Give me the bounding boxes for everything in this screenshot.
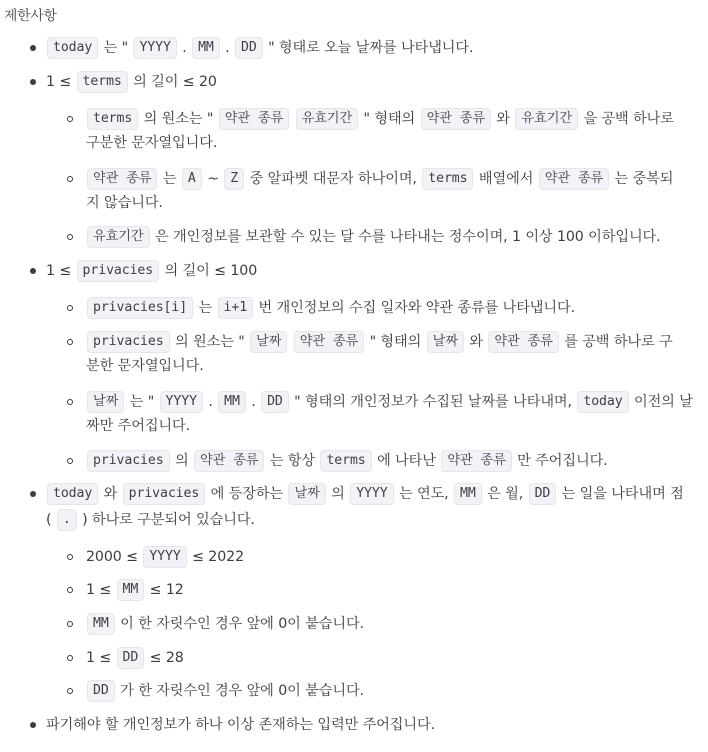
inline-code: terms xyxy=(422,168,473,190)
sub-bullet xyxy=(67,176,73,182)
sub-bullet xyxy=(67,339,73,345)
inline-code: MM xyxy=(192,37,220,59)
inline-code: today xyxy=(47,483,98,505)
list-item xyxy=(86,391,693,413)
inline-code: DD xyxy=(87,680,115,702)
bullet-dot xyxy=(30,45,36,51)
text: 는 일을 나타내며 점 xyxy=(557,486,684,502)
text: . xyxy=(246,394,261,410)
text: " 형태의 xyxy=(359,111,420,127)
list-item xyxy=(46,71,217,93)
text: " 형태의 개인정보가 수집된 날짜를 나타내며, xyxy=(289,394,577,410)
text: . xyxy=(220,40,234,56)
list-item xyxy=(86,546,244,568)
inline-code: 날짜 xyxy=(288,483,325,505)
list-item xyxy=(86,297,575,319)
sub-bullet xyxy=(67,621,73,627)
text: 이 한 자릿수인 경우 앞에 0이 붙습니다. xyxy=(115,616,364,632)
inline-code: A xyxy=(182,168,202,190)
inline-code: MM xyxy=(218,391,246,413)
inline-code: 약관 종류 xyxy=(219,108,289,130)
text: 는 연도, xyxy=(394,486,454,502)
inline-code: MM xyxy=(117,579,145,601)
inline-code: 유효기간 xyxy=(296,108,359,130)
inline-code: terms xyxy=(320,450,371,472)
text: 의 xyxy=(170,453,193,469)
list-item xyxy=(86,680,364,702)
list-item xyxy=(86,579,184,601)
list-item xyxy=(86,168,673,190)
text: 는 xyxy=(158,171,181,187)
inline-code: privacies xyxy=(77,260,160,282)
sub-bullet xyxy=(67,458,73,464)
inline-code: YYYY xyxy=(133,37,176,59)
text: ) 하나로 구분되어 있습니다. xyxy=(77,512,255,528)
list-item-continuation: 지 않습니다. xyxy=(86,195,163,211)
list-item-continuation: 구분한 문자열입니다. xyxy=(86,135,218,151)
inline-code: DD xyxy=(529,483,557,505)
text: 2000 ≤ xyxy=(86,549,143,565)
text: 이전의 날 xyxy=(629,394,693,410)
text: 와 xyxy=(99,486,122,502)
inline-code: privacies xyxy=(87,450,170,472)
inline-code: DD xyxy=(235,37,263,59)
inline-code: 약관 종류 xyxy=(294,331,364,353)
text: 에 등장하는 xyxy=(206,486,288,502)
sub-bullet xyxy=(67,116,73,122)
text: 는 중복되 xyxy=(610,171,674,187)
inline-code: privacies xyxy=(123,483,206,505)
text: 만 주어집니다. xyxy=(512,453,608,469)
text: 중 알파벳 대문자 하나이며, xyxy=(245,171,422,187)
text: " 형태로 오늘 날짜를 나타냅니다. xyxy=(263,40,474,56)
text: 는 항상 xyxy=(265,453,320,469)
text: 번 개인정보의 수집 일자와 약관 종류를 나타냅니다. xyxy=(254,300,576,316)
inline-code: YYYY xyxy=(160,391,203,413)
text: ( xyxy=(46,512,56,528)
inline-code: 약관 종류 xyxy=(421,108,491,130)
bullet-dot xyxy=(30,722,36,728)
list-item xyxy=(86,108,674,130)
inline-code: YYYY xyxy=(350,483,393,505)
list-item-continuation xyxy=(46,509,255,531)
text: . xyxy=(203,394,218,410)
list-item xyxy=(86,450,608,472)
inline-code: Z xyxy=(224,168,244,190)
list-item-continuation: 짜만 주어집니다. xyxy=(86,418,191,434)
text: 의 길이 ≤ 20 xyxy=(128,74,217,90)
bullet-dot xyxy=(30,268,36,274)
text: 의 원소는 " xyxy=(139,111,218,127)
bullet-dot xyxy=(30,79,36,85)
inline-code: MM xyxy=(454,483,482,505)
list-item xyxy=(86,226,661,248)
inline-code: 날짜 xyxy=(250,331,287,353)
inline-code: today xyxy=(47,37,98,59)
inline-code: YYYY xyxy=(143,546,186,568)
text: 을 공백 하나로 xyxy=(578,111,674,127)
text: ≤ 12 xyxy=(145,582,184,598)
text: 의 원소는 " xyxy=(170,334,250,350)
inline-code: 약관 종류 xyxy=(539,168,609,190)
list-item xyxy=(86,613,364,635)
inline-code: 약관 종류 xyxy=(194,450,264,472)
inline-code: MM xyxy=(87,613,115,635)
list-item xyxy=(46,483,684,505)
text: 를 공백 하나로 구 xyxy=(559,334,673,350)
text: 는 xyxy=(194,300,217,316)
list-item xyxy=(86,331,673,353)
sub-bullet xyxy=(67,305,73,311)
sub-bullet xyxy=(67,554,73,560)
sub-bullet xyxy=(67,234,73,240)
inline-code: terms xyxy=(77,71,128,93)
text: 는 " xyxy=(125,394,159,410)
text: 은 개인정보를 보관할 수 있는 달 수를 나타내는 정수이며, 1 이상 100 이하입니다. xyxy=(150,229,661,245)
text: 1 ≤ xyxy=(86,650,116,666)
inline-code: 유효기간 xyxy=(515,108,578,130)
text: . xyxy=(177,40,192,56)
text: " 형태의 xyxy=(365,334,426,350)
text: 배열에서 xyxy=(474,171,538,187)
text xyxy=(288,334,292,350)
inline-code: DD xyxy=(261,391,289,413)
inline-code: 약관 종류 xyxy=(488,331,558,353)
inline-code: . xyxy=(57,509,77,531)
text: 가 한 자릿수인 경우 앞에 0이 붙습니다. xyxy=(115,683,364,699)
bullet-dot xyxy=(30,491,36,497)
inline-code: 날짜 xyxy=(87,391,124,413)
text: 의 길이 ≤ 100 xyxy=(160,263,258,279)
inline-code: privacies xyxy=(87,331,170,353)
text: 와 xyxy=(491,111,515,127)
inline-code: i+1 xyxy=(218,297,254,319)
text: 에 나타난 xyxy=(372,453,441,469)
inline-code: 약관 종류 xyxy=(87,168,157,190)
inline-code: 날짜 xyxy=(427,331,464,353)
text: 1 ≤ xyxy=(46,263,76,279)
text: ≤ 28 xyxy=(145,650,184,666)
sub-bullet xyxy=(67,587,73,593)
text: ~ xyxy=(202,171,224,187)
text: 은 월, xyxy=(482,486,528,502)
inline-code: DD xyxy=(117,647,145,669)
text: 의 xyxy=(326,486,350,502)
inline-code: privacies[i] xyxy=(87,297,193,319)
list-item: 파기해야 할 개인정보가 하나 이상 존재하는 입력만 주어집니다. xyxy=(46,717,436,733)
text xyxy=(290,111,294,127)
text: 1 ≤ xyxy=(86,582,116,598)
list-item xyxy=(86,647,184,669)
list-item-continuation: 분한 문자열입니다. xyxy=(86,358,204,374)
inline-code: 약관 종류 xyxy=(441,450,511,472)
sub-bullet xyxy=(67,655,73,661)
sub-bullet xyxy=(67,688,73,694)
sub-bullet xyxy=(67,399,73,405)
text: ≤ 2022 xyxy=(187,549,245,565)
list-item xyxy=(46,260,257,282)
text: 1 ≤ xyxy=(46,74,76,90)
inline-code: terms xyxy=(87,108,138,130)
text: 와 xyxy=(464,334,488,350)
inline-code: today xyxy=(577,391,628,413)
section-title: 제한사항 xyxy=(4,8,57,24)
text: 는 " xyxy=(99,40,133,56)
list-item xyxy=(46,37,473,59)
inline-code: 유효기간 xyxy=(87,226,150,248)
